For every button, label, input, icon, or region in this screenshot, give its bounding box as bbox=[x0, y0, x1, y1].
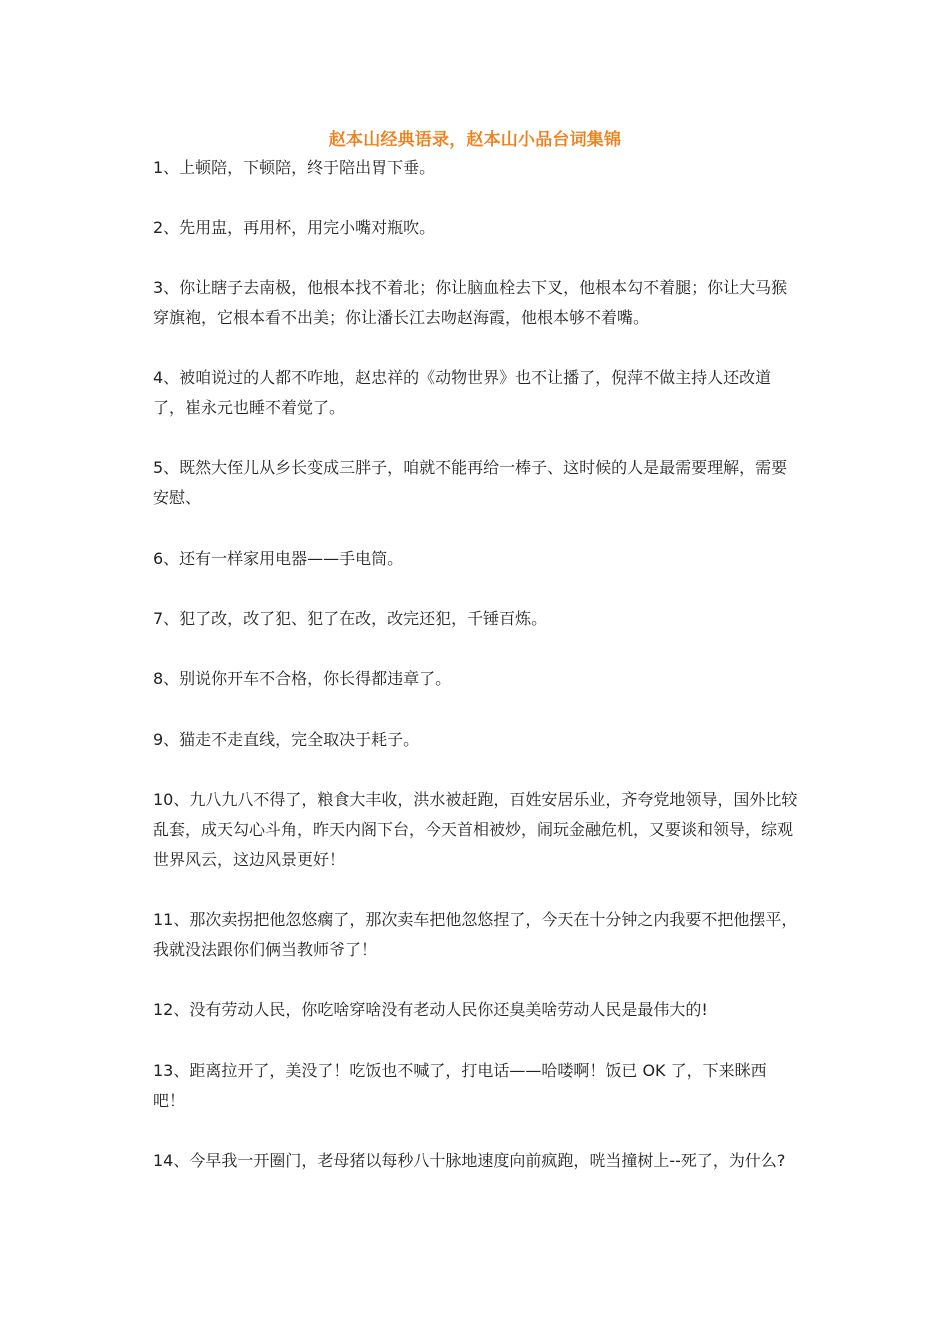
list-item: 14、今早我一开圈门，老母猪以每秒八十脉地速度向前疯跑，咣当撞树上--死了，为什么? bbox=[153, 1151, 786, 1170]
list-item: 3、你让瞎子去南极，他根本找不着北；你让脑血栓去下叉，他根本勾不着腿；你让大马猴穿旗袍，它根本看不出美；你让潘长江去吻赵海霞，他根本够不着嘴。 bbox=[153, 278, 788, 327]
list-item: 7、犯了改，改了犯、犯了在改，改完还犯，千锤百炼。 bbox=[153, 609, 548, 628]
document-title: 赵本山经典语录，赵本山小品台词集锦 bbox=[328, 130, 622, 150]
list-item: 13、距离拉开了，美没了！吃饭也不喊了，打电话——哈喽啊！饭已 OK 了，下来眯西吧！ bbox=[153, 1061, 767, 1110]
list-item: 9、猫走不走直线，完全取决于耗子。 bbox=[153, 730, 420, 749]
list-item: 12、没有劳动人民，你吃啥穿啥没有老动人民你还臭美啥劳动人民是最伟大的! bbox=[153, 1000, 708, 1019]
list-item: 5、既然大侄儿从乡长变成三胖子，咱就不能再给一棒子、这时候的人是最需要理解，需要安慰、 bbox=[153, 458, 788, 507]
list-item: 2、先用盅，再用杯，用完小嘴对瓶吹。 bbox=[153, 218, 436, 237]
list-item: 10、九八九八不得了，粮食大丰收，洪水被赶跑，百姓安居乐业，齐夸党地领导，国外比较乱套，成天勾心斗角，昨天内阁下台，今天首相被炒，闹玩金融危机，又要谈和领导，综观世界风云，这边风景更好！ bbox=[153, 790, 798, 869]
list-item: 8、别说你开车不合格，你长得都违章了。 bbox=[153, 669, 452, 688]
list-item: 1、上顿陪，下顿陪，终于陪出胃下垂。 bbox=[153, 158, 436, 177]
list-item: 6、还有一样家用电器——手电筒。 bbox=[153, 549, 404, 568]
list-item: 11、那次卖拐把他忽悠瘸了，那次卖车把他忽悠捏了，今天在十分钟之内我要不把他摆平，我就没法跟你们俩当教师爷了！ bbox=[153, 910, 798, 959]
list-item: 4、被咱说过的人都不咋地，赵忠祥的《动物世界》也不让播了，倪萍不做主持人还改道了，崔永元也睡不着觉了。 bbox=[153, 368, 772, 417]
